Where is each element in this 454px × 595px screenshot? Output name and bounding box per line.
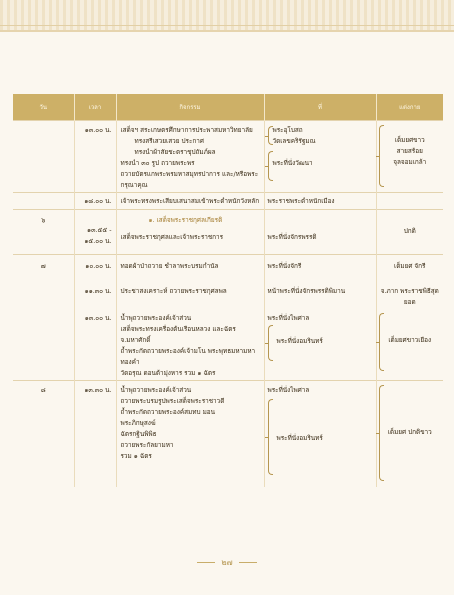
activity-line: ฉัตรกฐินพิพิธ bbox=[120, 430, 157, 438]
place-line: พระที่นั่งอมรินทร์ bbox=[276, 434, 323, 442]
footer-ornament-left bbox=[197, 562, 215, 563]
place-line: พระที่นั่งไพศาล bbox=[267, 386, 310, 394]
header-place: ที่ bbox=[264, 94, 376, 121]
dress-cell bbox=[376, 210, 443, 255]
time-cell: ๑๓.๕๕ - ๑๕.๐๐ น. bbox=[74, 210, 116, 255]
place-line: พระอุโบสถ bbox=[272, 126, 303, 134]
activity-line: ทอดผ้าป่าถวาย ชำลาพระบรมกำนัล bbox=[120, 262, 219, 270]
table-row bbox=[13, 255, 443, 283]
day-cell: ๖ bbox=[13, 210, 74, 255]
day-cell bbox=[13, 283, 74, 311]
dress-line: สายสร้อย bbox=[396, 147, 423, 155]
activity-cell bbox=[116, 381, 264, 487]
activity-cell bbox=[116, 210, 264, 255]
activity-line: เสด็จพระราชกุศลและเจ้าพระราชการ bbox=[120, 233, 224, 241]
table-row bbox=[13, 121, 443, 193]
activity-line: ถวายพระกัลยามหา bbox=[120, 441, 174, 449]
section-subtitle: ๑. เสด็จพระราชกุศลเกียรติ bbox=[148, 216, 223, 224]
dress-cell bbox=[376, 283, 443, 311]
place-cell bbox=[264, 210, 376, 255]
dress-cell bbox=[376, 255, 443, 283]
table-row bbox=[13, 193, 443, 210]
activity-line: ถวายบัตรแกพระพรมหาสมุทรปาการ และ/หรือพระกรุณาคุณ bbox=[120, 170, 259, 189]
decorative-top-border bbox=[0, 0, 454, 32]
activity-line: เสด็จฯ สระเกษตรศึกษาการประพาสมหาวิทยาลัย bbox=[120, 126, 253, 134]
dress-cell bbox=[376, 381, 443, 487]
activity-line: วัดอรุณ ดอนต้ามุ่งหาร รวม ๑ ฉัตร bbox=[120, 368, 216, 377]
time-cell: ๑๘.๐๐ น. bbox=[74, 193, 116, 210]
time-cell: ๑๐.๐๐ น. bbox=[74, 255, 116, 283]
place-cell bbox=[264, 381, 376, 487]
table-row bbox=[13, 283, 443, 311]
place-cell bbox=[264, 311, 376, 381]
time-cell: ๑๑.๓๐ น. bbox=[74, 283, 116, 311]
day-cell: ๘ bbox=[13, 381, 74, 487]
place-cell bbox=[264, 121, 376, 193]
dress-cell bbox=[376, 193, 443, 210]
footer-ornament-right bbox=[239, 562, 257, 563]
place-line: พระที่นั่งไพศาล bbox=[267, 313, 310, 322]
dress-line: เต็มยศ ปกติขาว bbox=[387, 428, 432, 436]
activity-line: เสด็จพระทรงเครื่องต้นเรือนหลวง และฉัตร bbox=[120, 324, 236, 333]
header-day: วัน bbox=[13, 94, 74, 121]
activity-cell bbox=[116, 283, 264, 311]
activity-cell bbox=[116, 311, 264, 381]
table-header-row bbox=[13, 94, 443, 121]
time-cell: ๑๓.๓๐ น. bbox=[74, 381, 116, 487]
time-cell: ๑๓.๐๐ น. bbox=[74, 121, 116, 193]
day-cell bbox=[13, 193, 74, 210]
dress-line: เต็มยศขาวเยือง bbox=[388, 335, 432, 344]
activity-line: ถ้ำพระกัดถวายพระองค์สมทบ มอน bbox=[120, 408, 215, 416]
activity-cell bbox=[116, 193, 264, 210]
dress-line: จ.ภาก พระราชพิธีสุดยอด bbox=[380, 286, 439, 306]
place-line: พระที่นั่งจักรี bbox=[267, 262, 302, 270]
place-line: วัดเลขคริรัฐมณ bbox=[272, 137, 316, 145]
dress-cell bbox=[376, 311, 443, 381]
header-time: เวลา bbox=[74, 94, 116, 121]
dress-line: จุลจอมเกล้า bbox=[393, 158, 427, 166]
activity-line: ทรงนำผ้าสัยชะตราชุปถัมภ์ผล bbox=[134, 148, 216, 156]
activity-line: ทรงสรีเสวยเสวย ประกาศ bbox=[134, 137, 204, 145]
place-line: พระที่นั่งอมรินทร์ bbox=[276, 336, 323, 345]
header-dress: แต่งกาย bbox=[376, 94, 443, 121]
activity-line: ถวายพระบรมรูปพระเสด็จพระราชาวดี bbox=[120, 397, 225, 405]
dress-line: เต็มยศ จักรี bbox=[394, 262, 426, 270]
time-cell: ๑๓.๐๐ น. bbox=[74, 311, 116, 381]
activity-line: จ.มหาศักดิ์ bbox=[120, 335, 151, 344]
activity-line: น้ำพุถวายพระองค์เจ้าส่วน bbox=[120, 313, 192, 322]
day-cell bbox=[13, 121, 74, 193]
activity-cell bbox=[116, 121, 264, 193]
table-row bbox=[13, 381, 443, 487]
place-line: พระที่นั่งจักรพรรดิ bbox=[267, 233, 317, 241]
day-cell bbox=[13, 311, 74, 381]
activity-line: รวม ๑ ฉัตร bbox=[120, 452, 152, 460]
activity-line: พระภิกษุสงฆ์ bbox=[120, 419, 156, 427]
activity-line: ถ้ำพระกัดถวายพระองค์เจ้ามโน พระพุทธมหามหาทองคำ bbox=[120, 346, 256, 366]
place-cell bbox=[264, 255, 376, 283]
dress-cell bbox=[376, 121, 443, 193]
activity-line: ทรงนำ ๓๐ รูป ถวายพระพร bbox=[120, 159, 195, 167]
page-footer bbox=[0, 556, 454, 569]
table-row bbox=[13, 311, 443, 381]
activity-line: น้ำพุถวายพระองค์เจ้าส่วน bbox=[120, 386, 192, 394]
place-cell bbox=[264, 193, 376, 210]
place-line: พระราชพระตำหนักเมือง bbox=[267, 197, 335, 205]
place-line: หน้าพระที่นั่งจักรพรรดิพิมาน bbox=[267, 286, 346, 295]
activity-line: เจ้าพระทรงพระเสียบเสนาสมเข้าพระตำหนักวังหลัก bbox=[120, 197, 260, 205]
table-row bbox=[13, 210, 443, 255]
activity-cell bbox=[116, 255, 264, 283]
page-number: ๒๗ bbox=[221, 558, 233, 567]
place-cell bbox=[264, 283, 376, 311]
dress-line: เต็มยศขาว bbox=[394, 136, 425, 144]
day-cell: ๗ bbox=[13, 255, 74, 283]
dress-line: ปกติ bbox=[403, 227, 416, 235]
place-line: พระที่นั่งวัฒนา bbox=[272, 159, 313, 167]
header-activity: กิจกรรม bbox=[116, 94, 264, 121]
schedule-table bbox=[13, 94, 443, 487]
activity-line: ประชาสงเคราะห์ ถวายพระราชกุศลพล bbox=[120, 286, 227, 295]
